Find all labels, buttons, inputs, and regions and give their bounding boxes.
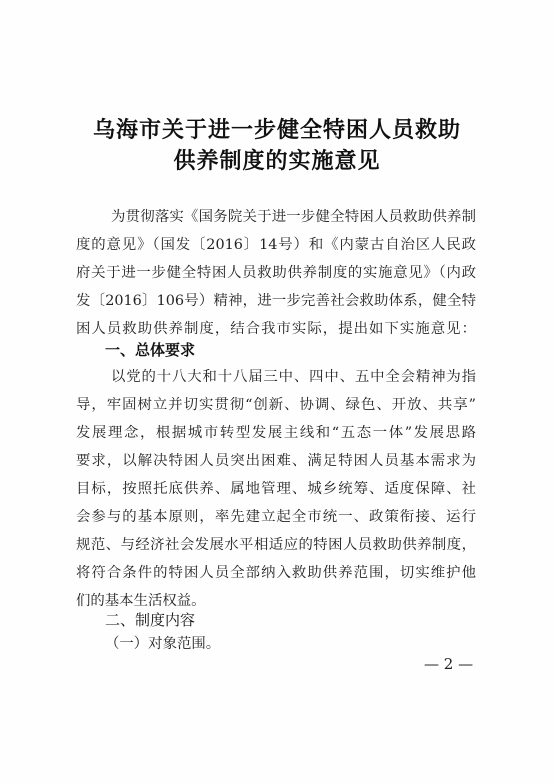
document-title-line-1: 乌海市关于进一步健全特困人员救助 xyxy=(92,117,461,143)
section-heading-system-content: 二、制度内容 xyxy=(105,611,196,629)
intro-paragraph-line: 发〔2016〕106号）精神，进一步完善社会救助体系，健全特 xyxy=(76,293,476,309)
section1-paragraph-line: 将符合条件的特困人员全部纳入救助供养范围，切实维护他 xyxy=(76,565,476,581)
intro-paragraph-line: 困人员救助供养制度，结合我市实际，提出如下实施意见： xyxy=(76,321,476,337)
document-title-line-2: 供养制度的实施意见 xyxy=(173,148,381,174)
subsection-heading-scope: （一）对象范围。 xyxy=(105,636,221,652)
intro-paragraph-line: 府关于进一步健全特困人员救助供养制度的实施意见》（内政 xyxy=(76,265,476,281)
section1-paragraph-line: 规范、与经济社会发展水平相适应的特困人员救助供养制度， xyxy=(76,537,476,553)
page-number: — 2 — xyxy=(424,655,474,673)
section1-paragraph-line: 会参与的基本原则，率先建立起全市统一、政策衔接、运行 xyxy=(76,509,476,525)
section1-paragraph-line: 们的基本生活权益。 xyxy=(76,593,206,609)
section1-paragraph-line: 要求，以解决特困人员突出困难、满足特困人员基本需求为 xyxy=(76,453,476,469)
section1-paragraph-line: 目标，按照托底供养、属地管理、城乡统筹、适度保障、社 xyxy=(76,481,476,497)
section1-paragraph-line: 以党的十八大和十八届三中、四中、五中全会精神为指 xyxy=(111,369,476,385)
section1-paragraph-line: 发展理念，根据城市转型发展主线和“五态一体”发展思路 xyxy=(76,425,476,441)
intro-paragraph-line: 度的意见》（国发〔2016〕14号）和《内蒙古自治区人民政 xyxy=(76,237,476,253)
intro-paragraph-line: 为贯彻落实《国务院关于进一步健全特困人员救助供养制 xyxy=(111,209,476,225)
section-heading-general-requirements: 一、总体要求 xyxy=(105,341,196,359)
section1-paragraph-line: 导，牢固树立并切实贯彻“创新、协调、绿色、开放、共享” xyxy=(76,397,476,413)
